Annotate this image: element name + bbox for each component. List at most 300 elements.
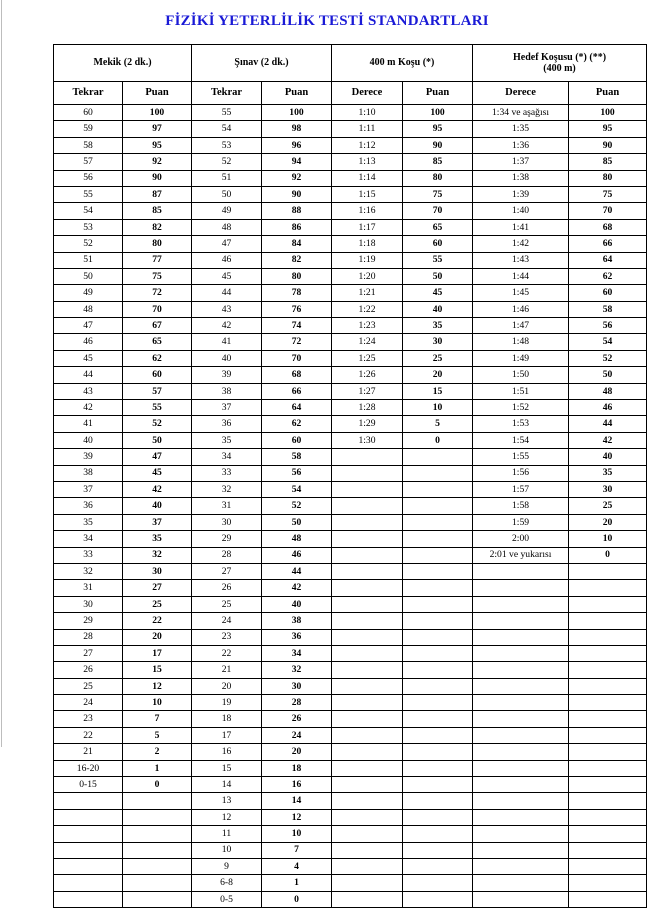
cell-hedef-puan: 60	[569, 285, 647, 301]
cell-hedef-derece: 1:34 ve aşağısı	[473, 105, 569, 121]
cell-hedef-derece: 1:50	[473, 367, 569, 383]
cell-mekik-tekrar: 41	[54, 416, 123, 432]
cell-sinav-puan: 38	[262, 613, 332, 629]
cell-mekik-tekrar: 23	[54, 711, 123, 727]
cell-hedef-puan: 25	[569, 498, 647, 514]
cell-sinav-tekrar: 27	[192, 563, 262, 579]
cell-mekik-puan: 47	[123, 449, 192, 465]
cell-mekik-tekrar: 46	[54, 334, 123, 350]
cell-hedef-puan: 20	[569, 514, 647, 530]
cell-kosu-puan: 35	[403, 318, 473, 334]
cell-hedef-derece	[473, 580, 569, 596]
table-row	[54, 547, 647, 563]
cell-hedef-derece: 1:53	[473, 416, 569, 432]
cell-sinav-puan: 16	[262, 777, 332, 793]
cell-sinav-tekrar: 53	[192, 137, 262, 153]
cell-hedef-derece: 1:48	[473, 334, 569, 350]
cell-mekik-puan: 92	[123, 154, 192, 170]
cell-kosu-derece	[332, 498, 403, 514]
cell-mekik-puan: 2	[123, 744, 192, 760]
cell-sinav-tekrar: 33	[192, 465, 262, 481]
cell-hedef-derece: 1:45	[473, 285, 569, 301]
cell-sinav-puan: 50	[262, 514, 332, 530]
cell-sinav-puan: 84	[262, 236, 332, 252]
cell-mekik-tekrar: 31	[54, 580, 123, 596]
cell-hedef-derece	[473, 695, 569, 711]
cell-hedef-puan	[569, 580, 647, 596]
cell-mekik-puan: 100	[123, 105, 192, 121]
cell-sinav-puan: 62	[262, 416, 332, 432]
cell-kosu-puan	[403, 596, 473, 612]
cell-mekik-tekrar: 22	[54, 727, 123, 743]
cell-sinav-puan: 78	[262, 285, 332, 301]
cell-mekik-tekrar: 24	[54, 695, 123, 711]
table-row	[54, 563, 647, 579]
cell-sinav-tekrar: 22	[192, 645, 262, 661]
cell-kosu-derece: 1:11	[332, 121, 403, 137]
cell-mekik-puan: 75	[123, 268, 192, 284]
cell-hedef-derece	[473, 629, 569, 645]
cell-kosu-derece: 1:16	[332, 203, 403, 219]
cell-mekik-puan: 5	[123, 727, 192, 743]
cell-hedef-derece: 1:36	[473, 137, 569, 153]
cell-sinav-tekrar: 28	[192, 547, 262, 563]
cell-hedef-puan: 62	[569, 268, 647, 284]
cell-hedef-puan	[569, 777, 647, 793]
table-row	[54, 613, 647, 629]
cell-kosu-puan	[403, 826, 473, 842]
cell-sinav-puan: 70	[262, 350, 332, 366]
cell-mekik-tekrar: 40	[54, 432, 123, 448]
cell-hedef-puan: 52	[569, 350, 647, 366]
cell-sinav-puan: 26	[262, 711, 332, 727]
cell-kosu-puan	[403, 498, 473, 514]
cell-kosu-derece	[332, 695, 403, 711]
cell-hedef-puan: 70	[569, 203, 647, 219]
cell-kosu-puan: 15	[403, 383, 473, 399]
cell-sinav-puan: 0	[262, 891, 332, 907]
cell-hedef-derece	[473, 563, 569, 579]
cell-mekik-tekrar: 47	[54, 318, 123, 334]
cell-kosu-derece	[332, 711, 403, 727]
cell-kosu-derece	[332, 777, 403, 793]
cell-mekik-puan: 17	[123, 645, 192, 661]
cell-kosu-derece	[332, 481, 403, 497]
cell-mekik-tekrar: 43	[54, 383, 123, 399]
cell-mekik-puan: 20	[123, 629, 192, 645]
cell-hedef-derece	[473, 645, 569, 661]
cell-hedef-derece	[473, 596, 569, 612]
cell-kosu-puan: 30	[403, 334, 473, 350]
cell-kosu-derece	[332, 891, 403, 907]
cell-kosu-puan	[403, 662, 473, 678]
cell-kosu-puan	[403, 891, 473, 907]
cell-mekik-tekrar	[54, 793, 123, 809]
cell-hedef-derece: 1:55	[473, 449, 569, 465]
cell-hedef-puan: 80	[569, 170, 647, 186]
cell-mekik-tekrar: 28	[54, 629, 123, 645]
cell-hedef-puan	[569, 711, 647, 727]
cell-mekik-tekrar	[54, 809, 123, 825]
cell-mekik-puan: 15	[123, 662, 192, 678]
cell-kosu-derece: 1:24	[332, 334, 403, 350]
cell-kosu-puan: 90	[403, 137, 473, 153]
cell-hedef-puan: 85	[569, 154, 647, 170]
cell-mekik-puan: 77	[123, 252, 192, 268]
column-header-row	[54, 82, 647, 105]
cell-hedef-derece: 1:46	[473, 301, 569, 317]
cell-kosu-derece: 1:27	[332, 383, 403, 399]
cell-sinav-tekrar: 0-5	[192, 891, 262, 907]
cell-hedef-derece: 1:39	[473, 186, 569, 202]
cell-mekik-puan: 97	[123, 121, 192, 137]
cell-mekik-puan	[123, 875, 192, 891]
cell-hedef-derece	[473, 613, 569, 629]
cell-hedef-derece: 1:51	[473, 383, 569, 399]
cell-sinav-tekrar: 14	[192, 777, 262, 793]
cell-mekik-tekrar: 49	[54, 285, 123, 301]
cell-mekik-tekrar: 27	[54, 645, 123, 661]
cell-mekik-tekrar: 57	[54, 154, 123, 170]
cell-hedef-puan: 95	[569, 121, 647, 137]
cell-hedef-derece: 1:43	[473, 252, 569, 268]
cell-kosu-puan: 40	[403, 301, 473, 317]
cell-kosu-puan	[403, 727, 473, 743]
cell-kosu-derece	[332, 563, 403, 579]
cell-sinav-tekrar: 9	[192, 858, 262, 874]
cell-hedef-puan: 64	[569, 252, 647, 268]
cell-mekik-tekrar: 50	[54, 268, 123, 284]
cell-hedef-derece: 1:47	[473, 318, 569, 334]
cell-mekik-tekrar: 26	[54, 662, 123, 678]
cell-mekik-puan	[123, 858, 192, 874]
cell-mekik-puan: 60	[123, 367, 192, 383]
cell-kosu-puan	[403, 875, 473, 891]
cell-sinav-tekrar: 11	[192, 826, 262, 842]
cell-kosu-derece: 1:25	[332, 350, 403, 366]
cell-sinav-tekrar: 46	[192, 252, 262, 268]
cell-hedef-derece: 1:37	[473, 154, 569, 170]
cell-hedef-derece	[473, 809, 569, 825]
cell-hedef-puan	[569, 645, 647, 661]
cell-sinav-tekrar: 41	[192, 334, 262, 350]
group-header-hedef-line1: Hedef Koşusu (*) (**)	[512, 51, 607, 63]
column-header: Derece	[473, 82, 569, 105]
cell-kosu-derece	[332, 760, 403, 776]
cell-sinav-tekrar: 52	[192, 154, 262, 170]
cell-hedef-derece: 1:56	[473, 465, 569, 481]
cell-sinav-puan: 20	[262, 744, 332, 760]
group-header-mekik: Mekik (2 dk.)	[54, 45, 192, 82]
cell-kosu-derece: 1:14	[332, 170, 403, 186]
cell-hedef-puan	[569, 695, 647, 711]
cell-sinav-tekrar: 24	[192, 613, 262, 629]
cell-mekik-tekrar: 30	[54, 596, 123, 612]
cell-kosu-puan	[403, 645, 473, 661]
cell-mekik-puan: 80	[123, 236, 192, 252]
cell-hedef-derece	[473, 662, 569, 678]
cell-hedef-puan	[569, 629, 647, 645]
cell-hedef-puan: 90	[569, 137, 647, 153]
cell-sinav-tekrar: 6-8	[192, 875, 262, 891]
cell-hedef-derece: 1:35	[473, 121, 569, 137]
cell-mekik-tekrar: 48	[54, 301, 123, 317]
cell-mekik-puan	[123, 842, 192, 858]
cell-sinav-puan: 90	[262, 186, 332, 202]
cell-kosu-derece	[332, 645, 403, 661]
cell-sinav-tekrar: 55	[192, 105, 262, 121]
table-row	[54, 186, 647, 202]
cell-mekik-puan: 82	[123, 219, 192, 235]
cell-kosu-derece: 1:23	[332, 318, 403, 334]
cell-sinav-puan: 7	[262, 842, 332, 858]
cell-mekik-tekrar: 56	[54, 170, 123, 186]
cell-kosu-puan	[403, 744, 473, 760]
cell-mekik-puan: 42	[123, 481, 192, 497]
cell-hedef-derece	[473, 891, 569, 907]
cell-kosu-puan	[403, 547, 473, 563]
cell-kosu-derece	[332, 793, 403, 809]
cell-sinav-puan: 64	[262, 400, 332, 416]
cell-sinav-puan: 12	[262, 809, 332, 825]
cell-kosu-derece: 1:28	[332, 400, 403, 416]
cell-mekik-puan	[123, 793, 192, 809]
cell-hedef-derece: 1:44	[473, 268, 569, 284]
cell-kosu-derece: 1:15	[332, 186, 403, 202]
column-header: Puan	[262, 82, 332, 105]
table-row	[54, 416, 647, 432]
cell-hedef-puan	[569, 809, 647, 825]
cell-sinav-puan: 18	[262, 760, 332, 776]
cell-kosu-puan	[403, 842, 473, 858]
cell-kosu-derece	[332, 514, 403, 530]
cell-hedef-puan: 54	[569, 334, 647, 350]
cell-mekik-puan: 70	[123, 301, 192, 317]
cell-mekik-tekrar: 21	[54, 744, 123, 760]
cell-hedef-derece	[473, 777, 569, 793]
cell-kosu-puan	[403, 858, 473, 874]
cell-mekik-tekrar: 32	[54, 563, 123, 579]
table-row	[54, 400, 647, 416]
cell-mekik-puan: 52	[123, 416, 192, 432]
table-row	[54, 531, 647, 547]
cell-kosu-derece: 1:30	[332, 432, 403, 448]
cell-hedef-puan: 50	[569, 367, 647, 383]
table-row	[54, 318, 647, 334]
cell-kosu-puan: 80	[403, 170, 473, 186]
cell-sinav-tekrar: 10	[192, 842, 262, 858]
cell-sinav-puan: 4	[262, 858, 332, 874]
cell-hedef-derece	[473, 727, 569, 743]
cell-mekik-puan: 62	[123, 350, 192, 366]
cell-mekik-tekrar: 29	[54, 613, 123, 629]
cell-kosu-puan: 50	[403, 268, 473, 284]
cell-mekik-puan: 85	[123, 203, 192, 219]
cell-sinav-puan: 98	[262, 121, 332, 137]
table-row	[54, 432, 647, 448]
cell-hedef-puan: 46	[569, 400, 647, 416]
cell-kosu-derece	[332, 678, 403, 694]
cell-sinav-puan: 10	[262, 826, 332, 842]
cell-hedef-puan	[569, 613, 647, 629]
standards-table	[53, 44, 647, 908]
table-row	[54, 891, 647, 907]
cell-kosu-derece	[332, 826, 403, 842]
cell-mekik-puan: 27	[123, 580, 192, 596]
cell-mekik-puan: 32	[123, 547, 192, 563]
cell-kosu-derece: 1:17	[332, 219, 403, 235]
table-row	[54, 727, 647, 743]
cell-sinav-tekrar: 32	[192, 481, 262, 497]
cell-hedef-derece	[473, 744, 569, 760]
cell-mekik-tekrar: 36	[54, 498, 123, 514]
table-row	[54, 465, 647, 481]
cell-hedef-puan: 100	[569, 105, 647, 121]
cell-kosu-puan	[403, 465, 473, 481]
cell-sinav-tekrar: 39	[192, 367, 262, 383]
cell-mekik-tekrar: 42	[54, 400, 123, 416]
cell-hedef-derece	[473, 858, 569, 874]
cell-kosu-puan: 95	[403, 121, 473, 137]
cell-mekik-tekrar: 60	[54, 105, 123, 121]
cell-kosu-derece	[332, 531, 403, 547]
table-row	[54, 285, 647, 301]
cell-kosu-derece: 1:18	[332, 236, 403, 252]
cell-kosu-derece	[332, 580, 403, 596]
cell-kosu-puan: 5	[403, 416, 473, 432]
cell-hedef-puan: 75	[569, 186, 647, 202]
group-header-row	[54, 45, 647, 82]
cell-kosu-derece	[332, 547, 403, 563]
cell-kosu-puan: 75	[403, 186, 473, 202]
cell-sinav-tekrar: 34	[192, 449, 262, 465]
cell-hedef-puan: 56	[569, 318, 647, 334]
cell-mekik-tekrar	[54, 858, 123, 874]
cell-sinav-puan: 40	[262, 596, 332, 612]
table-row	[54, 203, 647, 219]
cell-kosu-derece: 1:19	[332, 252, 403, 268]
cell-hedef-derece	[473, 842, 569, 858]
cell-sinav-puan: 32	[262, 662, 332, 678]
cell-sinav-puan: 82	[262, 252, 332, 268]
cell-sinav-tekrar: 29	[192, 531, 262, 547]
cell-kosu-derece	[332, 727, 403, 743]
cell-mekik-puan: 95	[123, 137, 192, 153]
cell-hedef-puan: 30	[569, 481, 647, 497]
table-row	[54, 350, 647, 366]
cell-sinav-tekrar: 54	[192, 121, 262, 137]
cell-mekik-tekrar: 53	[54, 219, 123, 235]
cell-sinav-tekrar: 49	[192, 203, 262, 219]
cell-kosu-derece: 1:26	[332, 367, 403, 383]
column-header: Derece	[332, 82, 403, 105]
cell-hedef-puan: 48	[569, 383, 647, 399]
cell-kosu-puan: 45	[403, 285, 473, 301]
cell-mekik-tekrar: 51	[54, 252, 123, 268]
table-row	[54, 334, 647, 350]
cell-mekik-puan: 37	[123, 514, 192, 530]
cell-sinav-puan: 56	[262, 465, 332, 481]
cell-sinav-puan: 60	[262, 432, 332, 448]
cell-sinav-puan: 100	[262, 105, 332, 121]
cell-kosu-puan: 55	[403, 252, 473, 268]
cell-kosu-puan: 100	[403, 105, 473, 121]
cell-mekik-tekrar: 38	[54, 465, 123, 481]
cell-sinav-puan: 28	[262, 695, 332, 711]
cell-mekik-puan: 65	[123, 334, 192, 350]
cell-hedef-puan	[569, 842, 647, 858]
table-row	[54, 662, 647, 678]
cell-kosu-puan: 0	[403, 432, 473, 448]
cell-kosu-derece: 1:29	[332, 416, 403, 432]
cell-sinav-tekrar: 45	[192, 268, 262, 284]
cell-hedef-puan: 42	[569, 432, 647, 448]
cell-hedef-derece	[473, 711, 569, 727]
cell-sinav-tekrar: 35	[192, 432, 262, 448]
cell-hedef-derece: 1:41	[473, 219, 569, 235]
cell-kosu-puan	[403, 777, 473, 793]
cell-mekik-puan: 10	[123, 695, 192, 711]
cell-sinav-tekrar: 23	[192, 629, 262, 645]
cell-hedef-puan	[569, 744, 647, 760]
cell-sinav-puan: 46	[262, 547, 332, 563]
group-header-hedef-line2: (400 m)	[543, 63, 576, 74]
cell-mekik-tekrar: 44	[54, 367, 123, 383]
table-row	[54, 809, 647, 825]
cell-mekik-puan: 72	[123, 285, 192, 301]
cell-hedef-derece: 1:57	[473, 481, 569, 497]
cell-sinav-puan: 86	[262, 219, 332, 235]
cell-kosu-derece	[332, 744, 403, 760]
column-header: Tekrar	[192, 82, 262, 105]
table-row	[54, 236, 647, 252]
cell-sinav-puan: 94	[262, 154, 332, 170]
cell-hedef-derece: 1:38	[473, 170, 569, 186]
table-row	[54, 629, 647, 645]
table-row	[54, 744, 647, 760]
cell-sinav-puan: 88	[262, 203, 332, 219]
cell-kosu-puan	[403, 531, 473, 547]
cell-sinav-tekrar: 40	[192, 350, 262, 366]
cell-kosu-puan: 20	[403, 367, 473, 383]
cell-kosu-puan	[403, 449, 473, 465]
cell-sinav-tekrar: 21	[192, 662, 262, 678]
cell-mekik-puan: 87	[123, 186, 192, 202]
cell-sinav-tekrar: 16	[192, 744, 262, 760]
cell-hedef-puan	[569, 875, 647, 891]
cell-kosu-derece	[332, 629, 403, 645]
table-row	[54, 268, 647, 284]
cell-sinav-tekrar: 47	[192, 236, 262, 252]
cell-mekik-tekrar	[54, 842, 123, 858]
cell-hedef-puan	[569, 858, 647, 874]
cell-sinav-puan: 96	[262, 137, 332, 153]
cell-mekik-tekrar	[54, 826, 123, 842]
cell-kosu-puan: 70	[403, 203, 473, 219]
cell-hedef-derece	[473, 760, 569, 776]
cell-kosu-puan	[403, 629, 473, 645]
table-row	[54, 449, 647, 465]
cell-sinav-puan: 80	[262, 268, 332, 284]
cell-kosu-derece	[332, 449, 403, 465]
cell-sinav-puan: 36	[262, 629, 332, 645]
cell-sinav-puan: 74	[262, 318, 332, 334]
cell-kosu-derece	[332, 596, 403, 612]
cell-mekik-puan: 22	[123, 613, 192, 629]
cell-sinav-tekrar: 26	[192, 580, 262, 596]
cell-kosu-derece: 1:20	[332, 268, 403, 284]
cell-sinav-tekrar: 12	[192, 809, 262, 825]
